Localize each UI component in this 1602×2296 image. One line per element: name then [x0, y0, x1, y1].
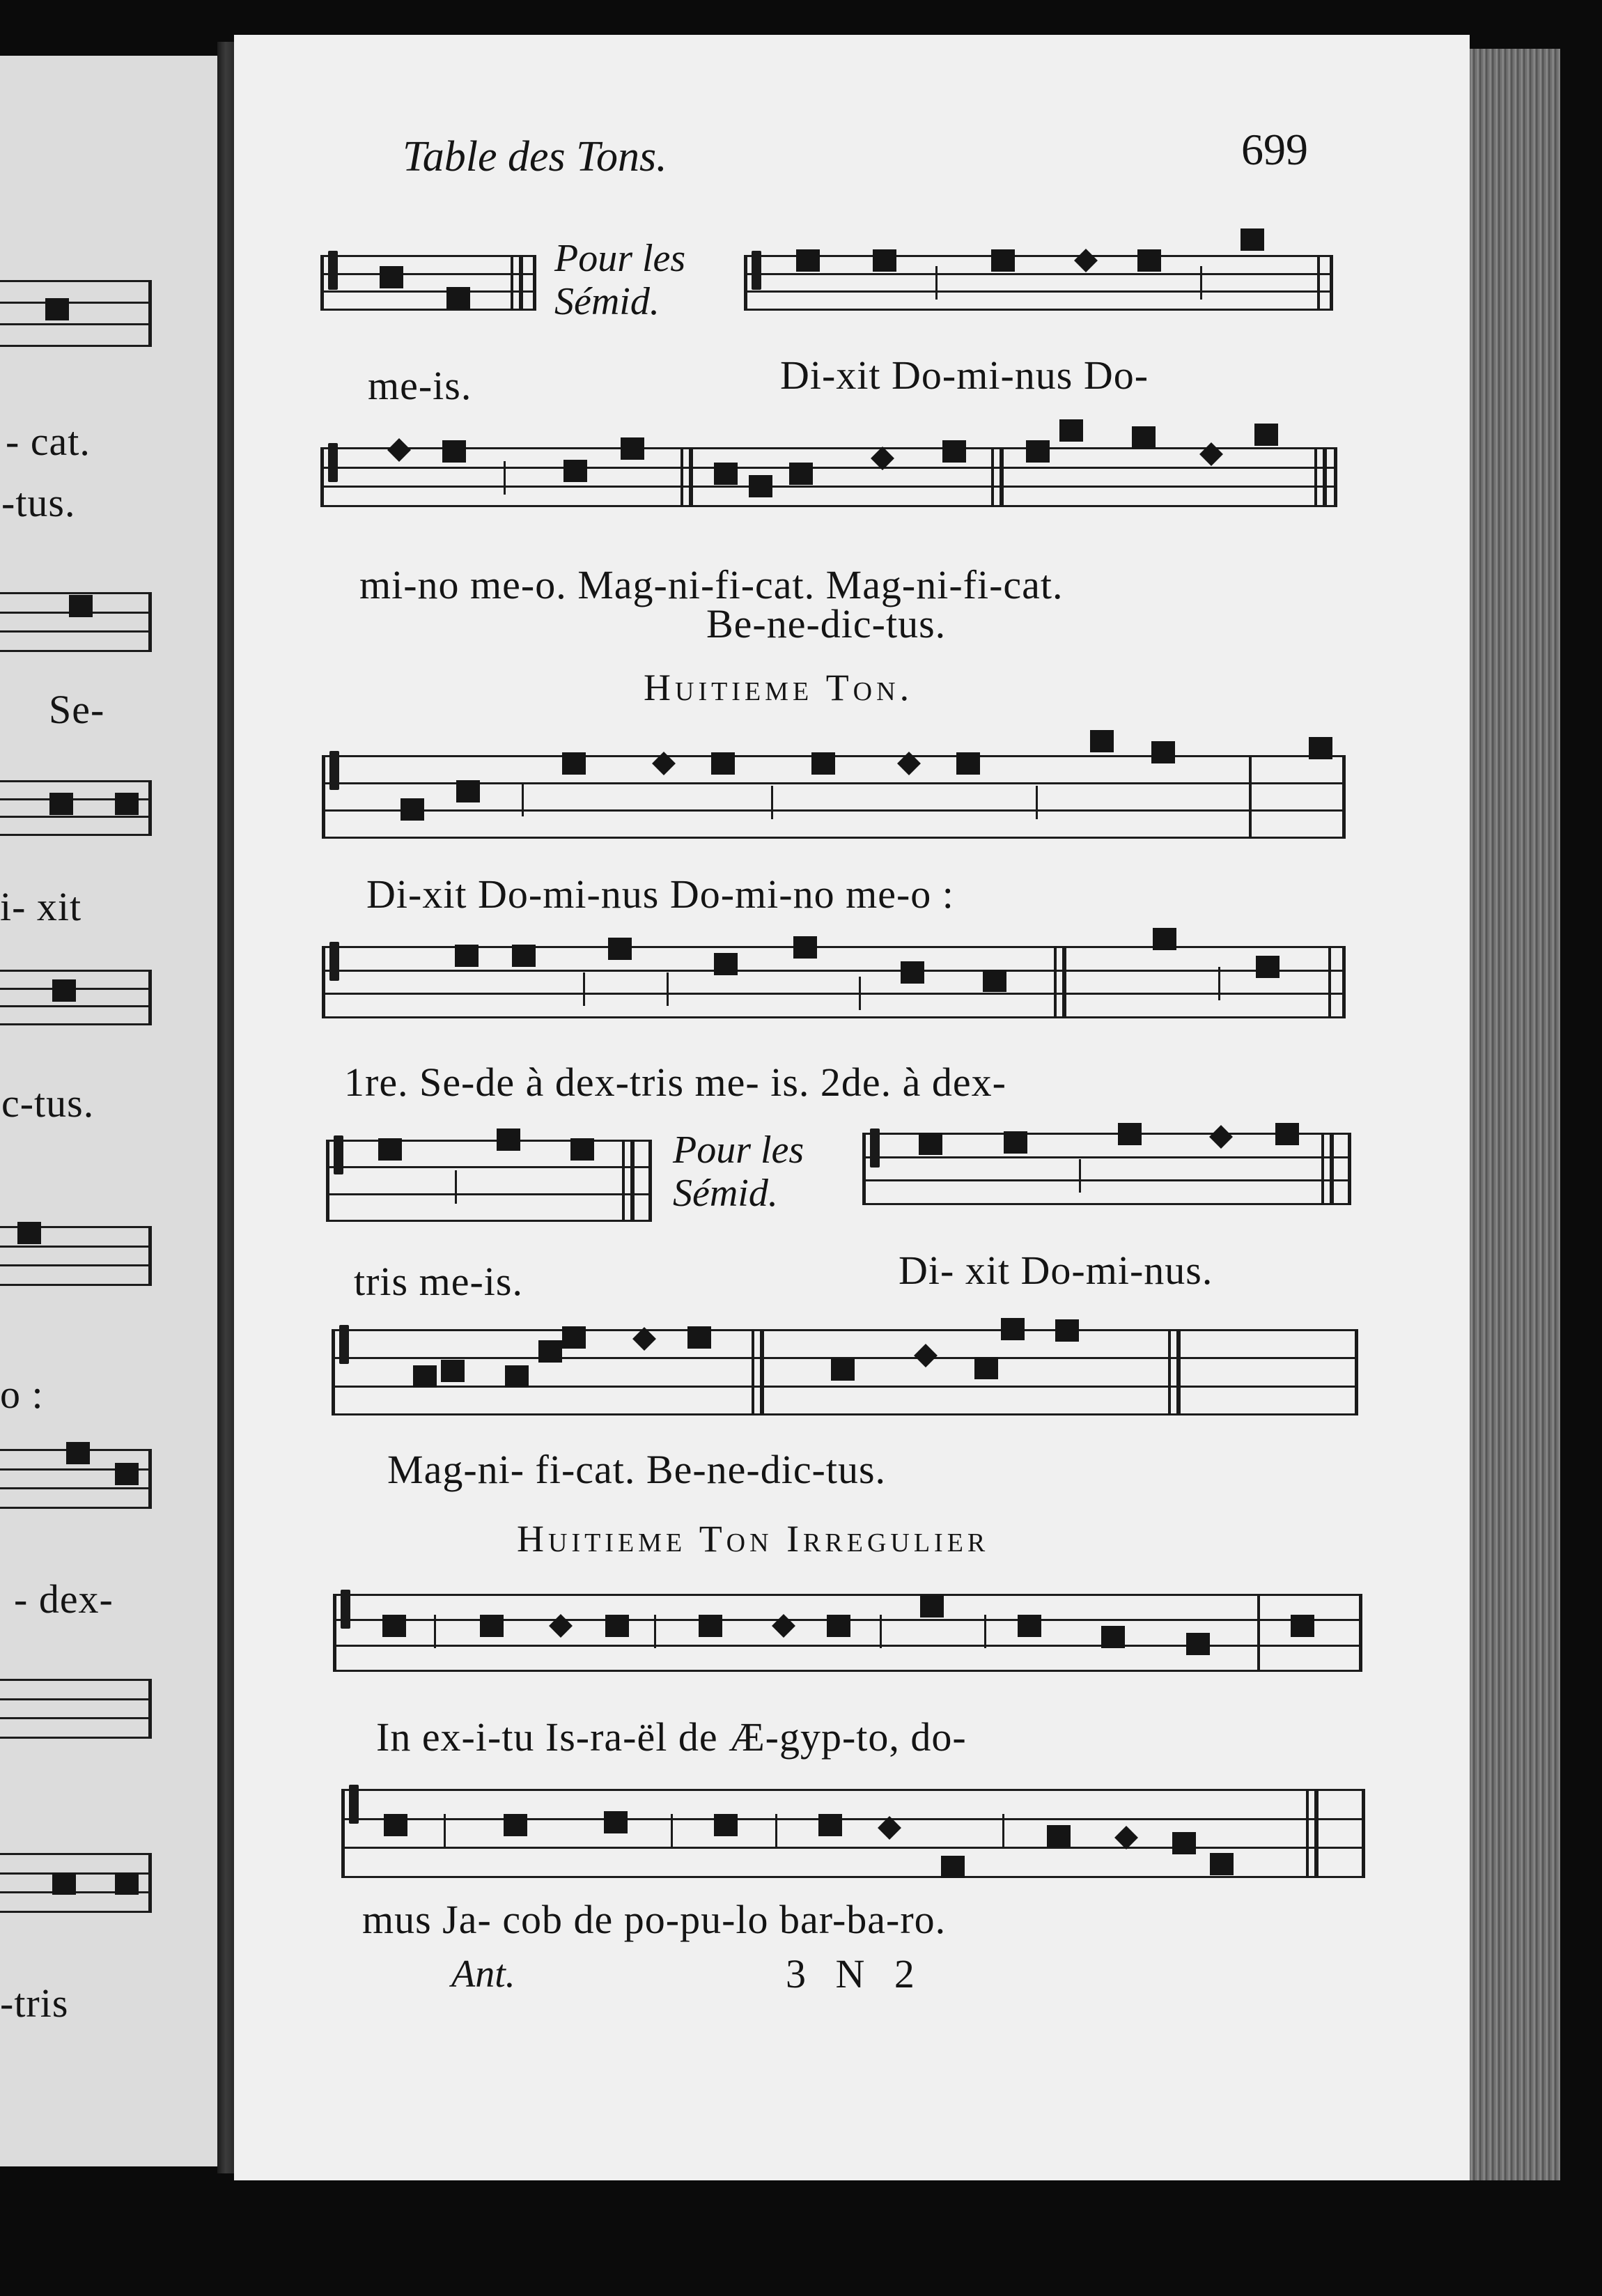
- double-bar: [1321, 1133, 1334, 1205]
- bar-end: [1317, 255, 1320, 311]
- neume: [115, 1463, 139, 1485]
- neume: [504, 1814, 527, 1836]
- neume: [811, 752, 835, 775]
- neume: [45, 298, 69, 320]
- antiphon-label: Ant.: [451, 1953, 515, 1996]
- double-bar: [1314, 447, 1327, 507]
- double-bar: [991, 447, 1004, 507]
- neume: [1026, 440, 1050, 463]
- signature-mark: 3 N 2: [786, 1951, 924, 1996]
- neume: [1018, 1615, 1041, 1637]
- semid-label-semid: Sémid.: [554, 280, 660, 323]
- neume: [538, 1340, 562, 1363]
- neume: [1309, 737, 1332, 759]
- neume: [941, 1856, 965, 1878]
- diamond-neume: [652, 752, 676, 775]
- bar-tick: [1200, 266, 1202, 300]
- clef-icon: [329, 751, 339, 790]
- double-bar: [681, 447, 693, 507]
- double-bar: [511, 255, 523, 311]
- staff-3: [322, 755, 1346, 839]
- bar-tick: [654, 1615, 656, 1648]
- lyric-2-second: Be-ne-dic-tus.: [706, 601, 947, 646]
- neume: [1047, 1825, 1071, 1847]
- neume: [714, 463, 738, 485]
- page-edges: [1470, 49, 1560, 2180]
- neume: [1275, 1123, 1299, 1145]
- semid-label-line1: [554, 237, 685, 323]
- neume: [378, 1138, 402, 1161]
- lyric-1-right: Di-xit Do-mi-nus Do-: [780, 352, 1149, 398]
- neume: [442, 440, 466, 463]
- lyric-5-left: tris me-is.: [354, 1259, 523, 1304]
- lyric-3: Di-xit Do-mi-nus Do-mi-no me-o :: [366, 871, 954, 917]
- bar-tick: [984, 1615, 986, 1648]
- left-fragment: c-tus.: [1, 1080, 95, 1126]
- neume: [115, 793, 139, 815]
- neume: [115, 1872, 139, 1895]
- neume: [562, 752, 586, 775]
- book-gutter: [217, 42, 234, 2173]
- neume: [455, 945, 479, 967]
- diamond-neume: [897, 752, 921, 775]
- left-staff: [0, 592, 152, 652]
- neume: [974, 1357, 998, 1379]
- neume: [570, 1138, 594, 1161]
- diamond-neume: [772, 1614, 795, 1638]
- staff-5b: [862, 1133, 1351, 1205]
- double-bar: [622, 1140, 635, 1222]
- neume: [1137, 249, 1161, 272]
- neume: [382, 1615, 406, 1637]
- diamond-neume: [914, 1344, 938, 1367]
- neume: [17, 1222, 41, 1244]
- neume: [1153, 928, 1176, 950]
- staff-2: [320, 447, 1337, 507]
- double-bar: [752, 1329, 764, 1415]
- clef-icon: [752, 251, 761, 290]
- clef-icon: [334, 1135, 343, 1174]
- neume: [827, 1615, 850, 1637]
- neume: [1151, 741, 1175, 763]
- neume: [749, 475, 772, 497]
- neume: [380, 266, 403, 288]
- diamond-neume: [549, 1614, 573, 1638]
- bar-tick: [1218, 967, 1220, 1000]
- neume: [69, 595, 93, 617]
- neume: [789, 463, 813, 485]
- neume: [1059, 419, 1083, 442]
- clef-icon: [328, 251, 338, 290]
- neume: [920, 1595, 944, 1618]
- bar-tick: [771, 786, 773, 819]
- heading-huitieme-ton: Huitieme Ton.: [644, 667, 914, 708]
- bar-tick: [935, 266, 938, 300]
- neume: [1004, 1131, 1027, 1154]
- lyric-8: mus Ja- cob de po-pu-lo bar-ba-ro.: [362, 1897, 947, 1942]
- bar-tick: [504, 461, 506, 495]
- staff-8: [341, 1789, 1365, 1878]
- neume: [49, 793, 73, 815]
- neume: [699, 1615, 722, 1637]
- neume: [384, 1814, 407, 1836]
- bar-tick: [1002, 1814, 1004, 1847]
- left-fragment: -tris: [0, 1980, 69, 2026]
- clef-icon: [328, 443, 338, 482]
- neume: [793, 936, 817, 959]
- neume: [1132, 426, 1156, 449]
- bar-tick: [583, 972, 585, 1006]
- neume: [1291, 1615, 1314, 1637]
- staff-1a: [320, 255, 536, 311]
- bar-tick: [671, 1814, 673, 1847]
- left-staff: [0, 280, 152, 347]
- neume: [456, 780, 480, 802]
- neume: [441, 1360, 465, 1382]
- bar-tick: [1036, 786, 1038, 819]
- neume: [1055, 1319, 1079, 1342]
- bar-tick: [859, 977, 861, 1010]
- left-fragment: o :: [0, 1372, 44, 1417]
- left-staff: [0, 1449, 152, 1509]
- neume: [714, 953, 738, 975]
- neume: [983, 970, 1006, 992]
- neume: [1241, 228, 1264, 251]
- left-fragment: - dex-: [14, 1576, 114, 1622]
- neume: [714, 1814, 738, 1836]
- bar-line: [1249, 755, 1252, 839]
- diamond-neume: [878, 1816, 901, 1840]
- neume: [605, 1615, 629, 1637]
- neume: [621, 437, 644, 460]
- neume: [66, 1442, 90, 1464]
- neume: [512, 945, 536, 967]
- bar-tick: [455, 1170, 457, 1204]
- neume: [991, 249, 1015, 272]
- semid-label-pour: Pour les: [673, 1128, 804, 1172]
- double-bar: [1306, 1789, 1319, 1878]
- neume: [480, 1615, 504, 1637]
- neume: [831, 1358, 855, 1381]
- left-fragment: -tus.: [1, 480, 76, 525]
- running-title: Table des Tons.: [403, 133, 667, 180]
- neume: [942, 440, 966, 463]
- neume: [1186, 1633, 1210, 1655]
- clef-icon: [341, 1590, 350, 1629]
- neume: [505, 1365, 529, 1388]
- neume: [562, 1326, 586, 1349]
- neume: [1172, 1832, 1196, 1854]
- double-bar: [1168, 1329, 1181, 1415]
- neume: [1254, 424, 1278, 446]
- staff-7: [333, 1594, 1362, 1672]
- neume: [711, 752, 735, 775]
- semid-label-line5: [673, 1128, 804, 1215]
- lyric-7: In ex-i-tu Is-ra-ël de Æ-gyp-to, do-: [376, 1714, 967, 1760]
- clef-icon: [329, 942, 339, 981]
- staff-1b: [744, 255, 1333, 311]
- left-staff: [0, 1853, 152, 1913]
- diamond-neume: [871, 447, 894, 470]
- clef-icon: [339, 1325, 349, 1364]
- neume: [901, 961, 924, 984]
- neume: [446, 287, 470, 309]
- neume: [497, 1128, 520, 1151]
- lyric-4: 1re. Se-de à dex-tris me- is. 2de. à dex-: [344, 1060, 1006, 1105]
- left-staff: [0, 970, 152, 1025]
- bar-tick: [775, 1814, 777, 1847]
- bar-tick: [434, 1615, 436, 1648]
- page-number: 699: [1241, 125, 1308, 174]
- bar-end: [1328, 946, 1331, 1018]
- heading-huitieme-ton-irregulier: Huitieme Ton Irregulier: [517, 1518, 990, 1560]
- neume: [919, 1133, 942, 1155]
- left-fragment: - cat.: [6, 419, 91, 464]
- neume: [400, 798, 424, 821]
- staff-5a: [326, 1140, 652, 1222]
- neume: [873, 249, 896, 272]
- bar-tick: [880, 1615, 882, 1648]
- neume: [956, 752, 980, 775]
- bar-tick: [1079, 1159, 1081, 1193]
- neume: [687, 1326, 711, 1349]
- neume: [1001, 1318, 1025, 1340]
- neume: [1118, 1123, 1142, 1145]
- lyric-2: mi-no me-o. Mag-ni-fi-cat. Mag-ni-fi-cat.: [359, 562, 1064, 607]
- left-fragment: i- xit: [0, 884, 82, 929]
- double-bar: [1054, 946, 1066, 1018]
- clef-icon: [349, 1785, 359, 1824]
- lyric-1-left: me-is.: [368, 363, 472, 408]
- neume: [563, 460, 587, 482]
- lyric-5-right: Di- xit Do-mi-nus.: [899, 1248, 1213, 1293]
- neume: [796, 249, 820, 272]
- neume: [52, 1872, 76, 1895]
- neume: [1256, 956, 1280, 978]
- bar-tick: [444, 1814, 446, 1847]
- neume: [818, 1814, 842, 1836]
- neume: [608, 938, 632, 960]
- diamond-neume: [632, 1327, 656, 1351]
- neume: [413, 1365, 437, 1388]
- left-fragment: Se-: [49, 687, 105, 732]
- clef-icon: [870, 1128, 880, 1168]
- neume: [604, 1811, 628, 1833]
- bar-tick: [667, 972, 669, 1006]
- left-staff: [0, 780, 152, 836]
- staff-4: [322, 946, 1346, 1018]
- neume: [52, 979, 76, 1002]
- bar-line: [1257, 1594, 1260, 1672]
- neume: [1101, 1626, 1125, 1648]
- lyric-6: Mag-ni- fi-cat. Be-ne-dic-tus.: [387, 1447, 887, 1492]
- left-staff: [0, 1226, 152, 1286]
- left-staff: [0, 1679, 152, 1739]
- bar-tick: [522, 783, 524, 816]
- left-page: [0, 56, 217, 2166]
- semid-label-semid: Sémid.: [673, 1172, 778, 1215]
- semid-label-pour: Pour les: [554, 237, 686, 280]
- neume: [1210, 1853, 1234, 1875]
- neume: [1090, 730, 1114, 752]
- staff-6: [332, 1329, 1358, 1415]
- diamond-neume: [1114, 1826, 1138, 1849]
